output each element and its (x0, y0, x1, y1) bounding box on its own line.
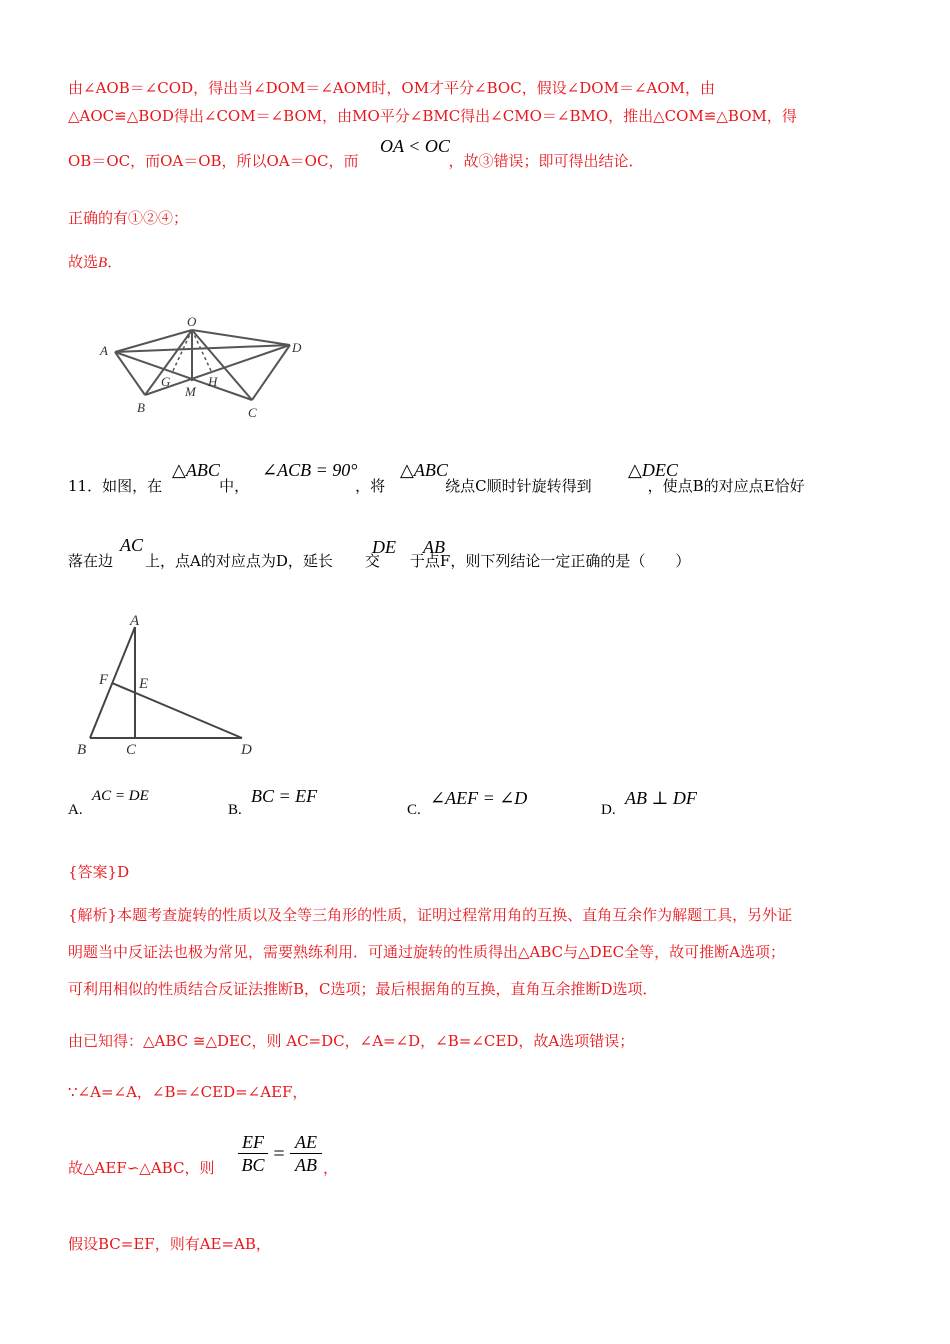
label-d: D (292, 340, 302, 355)
label-d2: D (241, 742, 252, 758)
label-g: G (161, 374, 171, 389)
para1-line3 (68, 151, 643, 171)
option-c-label[interactable]: C. (407, 802, 421, 818)
answer-line: {答案}D (68, 863, 130, 881)
correct-options-line: 正确的有①②④； (68, 209, 189, 227)
analysis-line2: 明题当中反证法也极为常见，需要熟练利用．可通过旋转的性质得出△ABC与△DEC全等，故可推断A选项； (68, 943, 785, 961)
math-tri-abc-1: △ABC (172, 460, 220, 480)
choose-line: 故选B． (68, 253, 123, 271)
analysis-line3: 可利用相似的性质结合反证法推断B，C选项；最后根据角的互换，直角互余推断D选项． (68, 980, 658, 998)
because-line: ∵∠A=∠A，∠B=∠CED=∠AEF， (68, 1083, 308, 1101)
math-oa-lt-oc: OA < OC (380, 136, 450, 156)
known-line: 由已知得：△ABC ≅△DEC，则 AC=DC，∠A=∠D，∠B=∠CED，故A选项错误； (68, 1032, 635, 1050)
option-b-label[interactable]: B. (228, 802, 242, 818)
math-seg-ab: AB (423, 537, 445, 557)
figure-quadrilateral (95, 315, 335, 425)
math-angle-acb: ∠ACB = 90° (262, 460, 358, 480)
label-e2: E (139, 676, 149, 692)
label-m: M (185, 384, 196, 399)
label-o: O (187, 315, 197, 329)
math-tri-abc-2: △ABC (400, 460, 448, 480)
similar-end: ， (323, 1159, 339, 1177)
frac-ae-ab: $\frac{AE}{AB}$ (290, 1131, 322, 1176)
option-b-expr[interactable]: BC = EF (251, 786, 318, 806)
assume-line: 假设BC=EF，则有AE=AB， (68, 1235, 271, 1253)
para1-line2: △AOC≌△BOD得出∠COM＝∠BOM，由MO平分∠BMC得出∠CMO＝∠BMO，推出△COM≌△BOM，得 (68, 107, 797, 125)
seg-ad (115, 345, 290, 352)
seg-ab (115, 352, 145, 395)
option-a-label[interactable]: A. (68, 802, 83, 818)
seg-fd (112, 683, 242, 738)
similar-line: 故△AEF∽△ABC，则 (68, 1159, 215, 1177)
option-d-expr[interactable]: AB ⊥ DF (625, 788, 697, 808)
para1-line1: 由∠AOB＝∠COD，得出当∠DOM＝∠AOM时，OM才平分∠BOC，假设∠DOM＝∠AOM，由 (68, 79, 716, 97)
label-f2: F (99, 672, 109, 688)
math-tri-dec: △DEC (628, 460, 678, 480)
label-c2: C (126, 742, 137, 758)
label-b: B (137, 400, 145, 415)
option-c-expr[interactable]: ∠AEF = ∠D (430, 788, 528, 808)
label-h: H (208, 374, 218, 389)
para1-line3-b: ，故③错误；即可得出结论． (448, 152, 644, 170)
seg-cd (252, 345, 290, 400)
frac-ef-bc: $\frac{EF}{BC}$ (238, 1131, 268, 1176)
option-d-label[interactable]: D. (601, 802, 616, 818)
option-a-expr[interactable]: AC = DE (92, 788, 149, 804)
seg-od (192, 330, 290, 345)
label-a2: A (130, 613, 140, 629)
para1-line3-a: OB＝OC，而OA＝OB，所以OA＝OC，而 (68, 152, 359, 170)
math-seg-ac: AC (120, 535, 144, 555)
label-a: A (100, 343, 108, 358)
analysis-line1: {解析}本题考查旋转的性质以及全等三角形的性质，证明过程常用角的互换、直角互余作为解题工具，另外证 (68, 906, 793, 924)
q11-line2: 落在边 上，点A的对应点为D，延长 交 于点F，则下列结论一定正确的是（ ） (68, 552, 691, 570)
label-c: C (248, 405, 257, 420)
q11-line1: 11．如图，在 中， ，将 绕点C顺时针旋转得到 ，使点B的对应点E恰好 (68, 477, 805, 495)
frac-equals: = (273, 1143, 285, 1165)
label-b2: B (77, 742, 87, 758)
figure-rotated-triangle (70, 612, 270, 762)
math-seg-de: DE (372, 537, 396, 557)
